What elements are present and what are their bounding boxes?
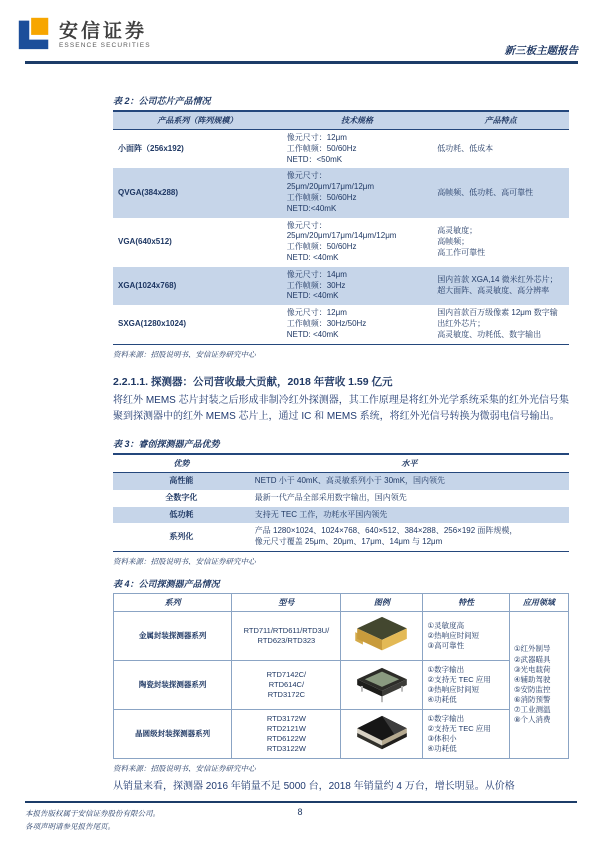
advantage-level: 最新一代产品全部采用数字输出，国内领先 bbox=[254, 492, 407, 502]
model-numbers: RTD711/RTD611/RTD3U/ RTD623/RTD323 bbox=[232, 611, 341, 660]
table-row bbox=[113, 218, 569, 267]
table-row bbox=[113, 472, 569, 489]
table2-col-features: 产品特点 bbox=[432, 111, 569, 130]
footer-rule bbox=[25, 801, 577, 803]
table-row bbox=[114, 660, 569, 709]
tech-spec: 像元尺寸：12μm 工作帧频：50/60Hz NETD：<50mK bbox=[286, 133, 357, 164]
table4-title: 表 4：公司探测器产品情况 bbox=[113, 578, 220, 589]
table4-col-model: 型号 bbox=[232, 593, 341, 611]
advantage-name: 高性能 bbox=[113, 472, 250, 489]
series-name: VGA(640x512) bbox=[118, 236, 172, 246]
trait-list: ①数字输出 ②支持无 TEC 应用 ③热响应时间短 ④功耗低 bbox=[423, 660, 509, 709]
tech-spec: 像元尺寸：14μm 工作帧频：30Hz NETD: <40mK bbox=[282, 267, 432, 305]
footer-copyright-line2: 各项声明请参见报告尾页。 bbox=[25, 822, 115, 832]
table4-header-row bbox=[114, 593, 569, 611]
advantage-level: 支持无 TEC 工作，功耗水平国内领先 bbox=[250, 507, 569, 524]
tech-spec: 像元尺寸：12μm 工作帧频：30Hz/50Hz NETD: <40mK bbox=[286, 308, 367, 339]
table3-header-row bbox=[113, 454, 569, 473]
brand-name-en: ESSENCE SECURITIES bbox=[59, 42, 151, 50]
table-row bbox=[113, 507, 569, 524]
product-features: 低功耗、低成本 bbox=[437, 143, 494, 153]
table-row bbox=[113, 523, 569, 551]
brand bbox=[15, 14, 578, 57]
model-numbers: RTD7142C/ RTD614C/ RTD3172C bbox=[232, 660, 341, 709]
report-type-label: 新三板主题报告 bbox=[504, 45, 578, 57]
series-name: QVGA(384x288) bbox=[113, 168, 282, 217]
table-row bbox=[113, 490, 569, 507]
series-name: 晶圆级封装探测器系列 bbox=[114, 709, 232, 758]
table2-source: 资料来源：招股说明书、安信证券研究中心 bbox=[113, 349, 256, 359]
table3-col-level: 水平 bbox=[250, 454, 569, 473]
table4-detector-products bbox=[113, 593, 569, 759]
series-name: 陶瓷封装探测器系列 bbox=[114, 660, 232, 709]
advantage-name: 全数字化 bbox=[165, 492, 198, 502]
table3-title: 表 3：睿创探测器产品优势 bbox=[113, 438, 220, 449]
table2-col-spec: 技术规格 bbox=[282, 111, 432, 130]
essence-securities-logo-icon bbox=[15, 14, 53, 57]
product-features: 高灵敏度； 高帧频； 高工作可靠性 bbox=[437, 225, 486, 257]
table-row bbox=[113, 168, 569, 217]
chip-image-cell bbox=[341, 611, 423, 660]
series-name: SXGA(1280x1024) bbox=[118, 318, 187, 328]
advantage-level: NETD 小于 40mK、高灵敏系列小于 30mK，国内领先 bbox=[250, 472, 569, 489]
table-row bbox=[114, 611, 569, 660]
table4-col-applications: 应用领域 bbox=[509, 593, 568, 611]
table3-source: 资料来源：招股说明书、安信证券研究中心 bbox=[113, 556, 256, 566]
table2-chip-products bbox=[113, 110, 569, 345]
wafer-package-chip-photo bbox=[353, 713, 411, 755]
advantage-name: 低功耗 bbox=[113, 507, 250, 524]
series-name: 金属封装探测器系列 bbox=[114, 611, 232, 660]
application-list: ①红外制导 ②武器瞄具 ③光电载荷 ④辅助驾驶 ⑤安防监控 ⑥消防预警 ⑦工业测温 ⑧个人消费 bbox=[509, 611, 568, 758]
table2-col-series: 产品系列（阵列规模） bbox=[113, 111, 282, 130]
table4-col-series: 系列 bbox=[114, 593, 232, 611]
header-rule bbox=[25, 61, 578, 64]
brand-name-cn: 安信证券 bbox=[59, 20, 148, 42]
product-features: 国内首款百万级像素 12μm 数字输出红外芯片； 高灵敏度、功耗低、数字输出 bbox=[437, 308, 558, 339]
trait-list: ①灵敏度高 ②热响应时间短 ③高可靠性 bbox=[423, 611, 509, 660]
tech-spec: 像元尺寸： 25μm/20μm/17μm/14μm/12μm 工作帧频：50/60Hz NETD: <40mK bbox=[286, 220, 397, 262]
table4-col-image: 图例 bbox=[341, 593, 423, 611]
table-row bbox=[113, 305, 569, 344]
section-heading: 2.2.1.1. 探测器：公司营收最大贡献，2018 年营收 1.59 亿元 bbox=[113, 375, 393, 388]
advantage-level: 产品 1280×1024、1024×768、640×512、384×288、256×192 面阵规模， 像元尺寸覆盖 25μm、20μm、17μm、14μm 与 12μm bbox=[254, 526, 518, 547]
table2-header-row bbox=[113, 111, 569, 130]
footer-copyright-line1: 本报告版权属于安信证券股份有限公司。 bbox=[25, 809, 160, 818]
section-paragraph: 将红外 MEMS 芯片封装之后形成非制冷红外探测器，其工作原理是将红外光学系统采集的红外光信号集聚到探测器中的红外 MEMS 芯片上，通过 IC 和 MEMS 系统，将红外光信号转换为微弱电信号输出。 bbox=[113, 394, 569, 422]
advantage-name: 系列化 bbox=[169, 531, 194, 541]
product-features: 国内首款 XGA,14 微米红外芯片； 超大面阵、高灵敏度、高分辨率 bbox=[432, 267, 569, 305]
report-body bbox=[113, 94, 569, 774]
table-row bbox=[114, 709, 569, 758]
table2-title: 表 2：公司芯片产品情况 bbox=[113, 96, 211, 106]
metal-package-chip-photo bbox=[353, 615, 411, 657]
product-features: 高帧频、低功耗、高可靠性 bbox=[432, 168, 569, 217]
ceramic-package-chip-photo bbox=[353, 664, 411, 706]
series-name: XGA(1024x768) bbox=[113, 267, 282, 305]
table3-detector-advantages bbox=[113, 453, 569, 552]
model-numbers: RTD3172W RTD2121W RTD6122W RTD3122W bbox=[232, 709, 341, 758]
series-name: 小面阵（256x192) bbox=[118, 143, 184, 153]
table3-col-advantage: 优势 bbox=[113, 454, 250, 473]
chip-image-cell bbox=[341, 709, 423, 758]
tech-spec: 像元尺寸： 25μm/20μm/17μm/12μm 工作帧频：50/60Hz NETD:<40mK bbox=[282, 168, 432, 217]
page-header bbox=[15, 14, 578, 60]
table-row bbox=[113, 267, 569, 305]
page-number: 8 bbox=[297, 807, 303, 817]
closing-paragraph: 从销量来看，探测器 2016 年销量不足 5000 台，2018 年销量约 4 万台，增长明显。从价格 bbox=[113, 781, 515, 792]
table-row bbox=[113, 130, 569, 169]
table4-col-traits: 特性 bbox=[423, 593, 509, 611]
chip-image-cell bbox=[341, 660, 423, 709]
trait-list: ①数字输出 ②支持无 TEC 应用 ③体积小 ④功耗低 bbox=[423, 709, 509, 758]
table4-source: 资料来源：招股说明书、安信证券研究中心 bbox=[113, 763, 256, 773]
